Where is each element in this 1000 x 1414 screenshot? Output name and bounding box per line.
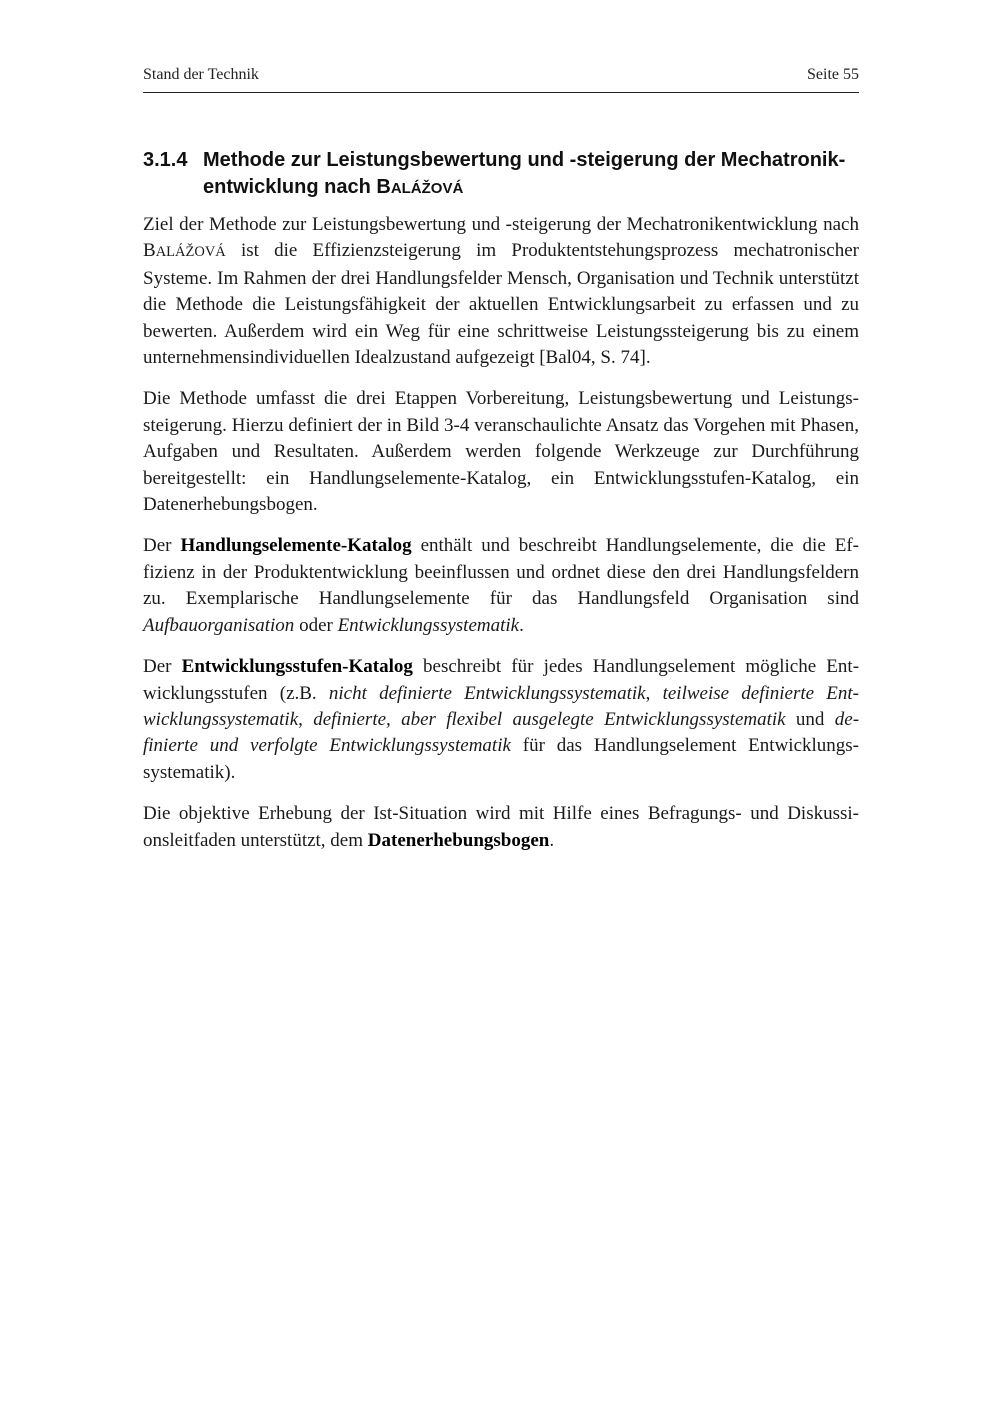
body-text	[143, 212, 859, 869]
paragraph-4-text-a: Der	[143, 656, 182, 678]
paragraph-5-text-b: .	[549, 829, 555, 851]
paragraph-4-italic-3: definierte, aber flexibel ausgelegte Entwicklungssystematik	[313, 708, 786, 730]
paragraph-4	[143, 654, 859, 786]
paragraph-5	[143, 801, 859, 854]
paragraph-4-text-d: ,	[298, 708, 314, 730]
running-header	[143, 66, 859, 93]
paragraph-3-italic-2: Entwicklungssystematik	[337, 614, 520, 636]
paragraph-3	[143, 533, 859, 639]
paragraph-5-bold-term: Datenerhebungsbogen	[367, 829, 550, 851]
header-chapter-title: Stand der Technik	[143, 66, 259, 83]
paragraph-4-text-e: und	[785, 708, 835, 730]
paragraph-4-text-c: ,	[645, 682, 663, 704]
paragraph-3-text-b: enthält und beschreibt Handlungselemente, die die Effizienz in der Produktentwicklung beeinflussen und ordnet diese den drei Handlungsfeldern zu. Exemplarische Handlungselemente für das Handlungsfeld Organisation sind	[143, 535, 859, 610]
paragraph-3-italic-1: Aufbauorganisation	[143, 614, 295, 636]
paragraph-1-text-b: ist die Effizienzsteigerung im Produktentstehungsprozess mechatronischer Systeme. Im Rahmen der drei Handlungsfelder Mensch, Organisation und Technik unterstützt die Methode die Leistungsfähigkeit der aktuellen Entwicklungsarbeit zu erfassen und zu bewerten. Außerdem wird ein Weg für eine schrittweise Leistungssteigerung bis zu einem unternehmensindividuellen Idealzustand aufgezeigt [Bal04, S. 74].	[143, 240, 859, 369]
paragraph-4-bold-term: Entwicklungsstufen-Katalog	[181, 656, 413, 678]
paragraph-1-text-a: Ziel der Methode zur Leistungsbewertung und -steigerung der Mechatronikentwicklung nach B	[143, 214, 859, 262]
paragraph-1-author: ALÁŽOVÁ	[155, 244, 226, 261]
paragraph-3-bold-term: Handlungselemente-Katalog	[180, 535, 412, 557]
section-title	[203, 147, 859, 202]
section-title-line1: Methode zur Leistungsbewertung und -steigerung der Mechatronik-	[203, 149, 846, 171]
paragraph-1	[143, 212, 859, 371]
section-title-line2: entwicklung nach B	[203, 176, 391, 198]
paragraph-2: Die Methode umfasst die drei Etappen Vorbereitung, Leistungsbewertung und Leistungssteigerung. Hierzu definiert der in Bild 3-4 veranschaulichte Ansatz das Vorgehen mit Phasen, Aufgaben und Resultaten. Außerdem werden folgende Werkzeuge zur Durchführung bereitgestellt: ein Handlungselemente-Katalog, ein Entwicklungsstufen-Katalog, ein Datenerhebungsbogen.	[143, 388, 859, 516]
header-page-number: Seite 55	[807, 66, 859, 83]
paragraph-3-text-a: Der	[143, 535, 181, 557]
paragraph-4-text-f: für das Handlungselement Entwicklungssystematik).	[143, 735, 859, 783]
paragraph-3-text-c: oder	[294, 614, 338, 636]
paragraph-3-text-d: .	[519, 614, 524, 636]
paragraph-4-italic-2: teilweise definierte Entwicklungssystematik	[143, 682, 859, 730]
paragraph-4-text-b: beschreibt für jedes Handlungselement mögliche Entwicklungsstufen (z.B.	[143, 656, 860, 704]
paragraph-4-italic-1: nicht definierte Entwicklungssystematik	[328, 682, 646, 704]
section-number: 3.1.4	[143, 149, 188, 171]
section-title-author: ALÁŽOVÁ	[390, 180, 464, 197]
section-heading	[143, 147, 859, 202]
paragraph-4-italic-4: definierte und verfolgte Entwicklungssystematik	[143, 708, 860, 757]
paragraph-5-text-a: Die objektive Erhebung der Ist-Situation wird mit Hilfe eines Befragungs- und Diskussionsleitfaden unterstützt, dem	[143, 803, 859, 851]
